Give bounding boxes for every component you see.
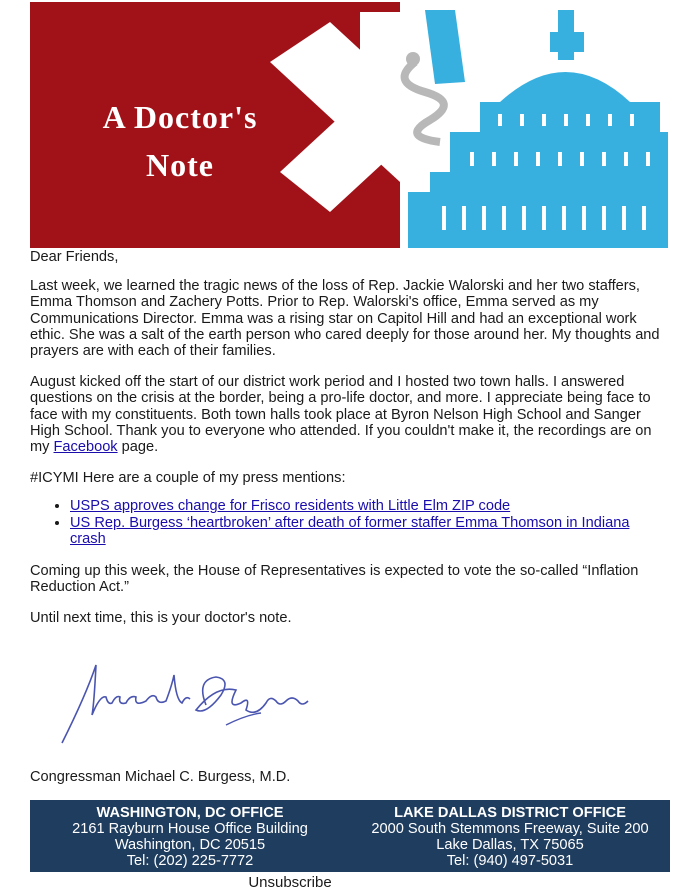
press-mentions-list [30, 498, 668, 547]
unsubscribe-link[interactable]: Unsubscribe [248, 874, 332, 891]
paragraph-2-text: August kicked off the start of our district work period and I hosted two town halls. I answered questions on the crisis at the border, being a pro-life doctor, and more. I appreciate being face to face with my constituents. Both town halls took place at Byron Nelson High School and Sanger High School. Thank you to everyone who attended. If you couldn't make it, the recordings are on my [30, 374, 652, 456]
press-link-burgess[interactable]: US Rep. Burgess ‘heartbroken’ after death of former staffer Emma Thomson in Indiana crash [70, 514, 630, 547]
paragraph-1: Last week, we learned the tragic news of the loss of Rep. Jackie Walorski and her two staffers, Emma Thomson and Zachery Potts. Prior to Rep. Walorski's office, Emma served as my Communications Director. Emma was a rising star on Capitol Hill and had an exceptional work ethic. She was a salt of the earth person who cared deeply for those around her. My thoughts and prayers are with each of their families. [30, 278, 660, 360]
banner-title-line1: A Doctor's [102, 99, 258, 135]
salutation: Dear Friends, [30, 249, 119, 265]
footer-offices [30, 800, 670, 872]
office-washington [30, 800, 350, 872]
office-title: WASHINGTON, DC OFFICE [96, 805, 284, 821]
header-banner [30, 2, 668, 248]
office-address-line2: Washington, DC 20515 [114, 837, 266, 853]
office-phone: Tel: (940) 497-5031 [446, 853, 574, 869]
press-link-usps[interactable]: USPS approves change for Frisco residents with Little Elm ZIP code [70, 498, 511, 515]
office-phone: Tel: (202) 225-7772 [126, 853, 254, 869]
office-lake-dallas [350, 800, 670, 872]
letter-body [30, 249, 668, 642]
office-address-line1: 2000 South Stemmons Freeway, Suite 200 [371, 821, 649, 837]
facebook-link[interactable]: Facebook [53, 439, 118, 456]
icymi-intro: #ICYMI Here are a couple of my press mentions: [30, 470, 346, 487]
banner-title-line2: Note [146, 147, 214, 183]
paragraph-2 [30, 374, 668, 455]
list-item [70, 515, 668, 547]
paragraph-3: Coming up this week, the House of Representatives is expected to vote the so-called “Inflation Reduction Act.” [30, 563, 639, 596]
closing-line: Until next time, this is your doctor's note. [30, 610, 292, 627]
office-address-line2: Lake Dallas, TX 75065 [436, 837, 584, 853]
paragraph-2-tail: page. [117, 439, 159, 456]
list-item [70, 498, 668, 514]
handwritten-signature [56, 655, 316, 755]
signature-name: Congressman Michael C. Burgess, M.D. [30, 769, 291, 785]
office-address-line1: 2161 Rayburn House Office Building [72, 821, 308, 837]
office-title: LAKE DALLAS DISTRICT OFFICE [394, 805, 626, 821]
